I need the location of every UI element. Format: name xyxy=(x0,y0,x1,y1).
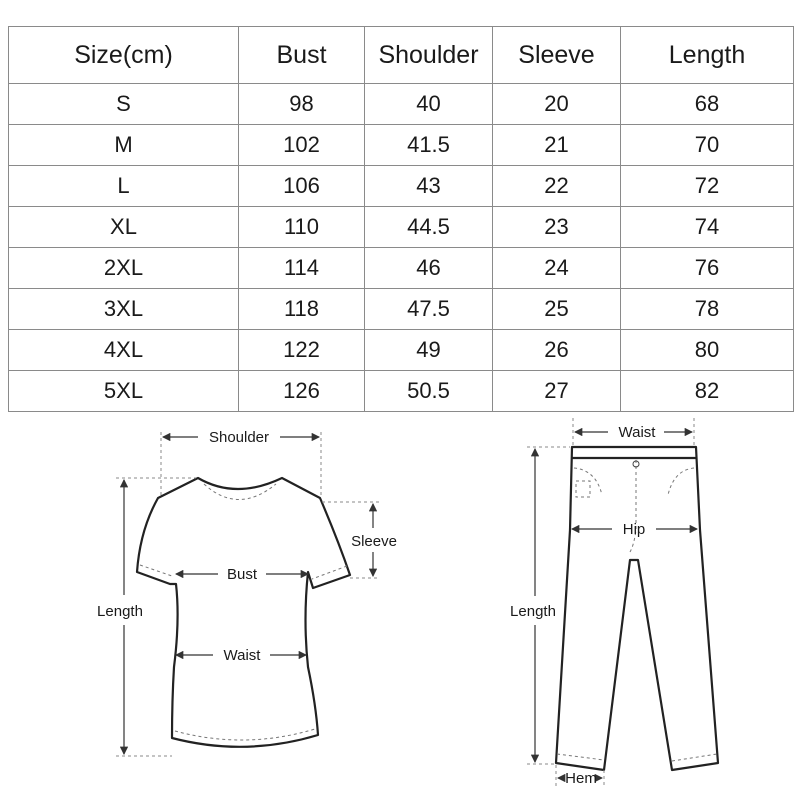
cell-sleeve: 27 xyxy=(493,371,621,412)
cell-sleeve: 20 xyxy=(493,84,621,125)
pants-coin-pocket xyxy=(576,481,590,497)
table-row xyxy=(9,166,794,207)
cell-size: M xyxy=(9,125,239,166)
pants-illustration xyxy=(420,412,800,800)
table-row xyxy=(9,248,794,289)
cell-bust: 110 xyxy=(239,207,365,248)
cell-length: 68 xyxy=(621,84,794,125)
cell-shoulder: 43 xyxy=(365,166,493,207)
size-chart-header xyxy=(9,27,794,84)
cell-shoulder: 41.5 xyxy=(365,125,493,166)
waist-label: Waist xyxy=(618,424,656,441)
size-chart-body xyxy=(9,84,794,412)
cell-length: 82 xyxy=(621,371,794,412)
cell-size: 4XL xyxy=(9,330,239,371)
table-row xyxy=(9,125,794,166)
pants-right-hem-stitch xyxy=(672,754,717,761)
cell-shoulder: 50.5 xyxy=(365,371,493,412)
cell-size: S xyxy=(9,84,239,125)
table-row xyxy=(9,207,794,248)
bust-label: Bust xyxy=(226,566,258,583)
cell-shoulder: 44.5 xyxy=(365,207,493,248)
table-row xyxy=(9,289,794,330)
hem-label: Hem xyxy=(565,770,597,787)
table-row xyxy=(9,84,794,125)
table-row xyxy=(9,371,794,412)
cell-sleeve: 21 xyxy=(493,125,621,166)
cell-length: 80 xyxy=(621,330,794,371)
cell-length: 70 xyxy=(621,125,794,166)
pants-right-pocket-stitch xyxy=(668,468,694,495)
length-label: Length xyxy=(97,603,143,620)
header-size: Size(cm) xyxy=(9,27,239,84)
cell-shoulder: 49 xyxy=(365,330,493,371)
cell-size: L xyxy=(9,166,239,207)
pants-outline xyxy=(556,447,718,770)
pants-diagram xyxy=(420,412,800,800)
cell-shoulder: 46 xyxy=(365,248,493,289)
header-length: Length xyxy=(621,27,794,84)
pants-left-hem-stitch xyxy=(557,754,604,760)
cell-bust: 102 xyxy=(239,125,365,166)
size-chart-table xyxy=(8,26,794,412)
length-label: Length xyxy=(510,603,556,620)
cell-length: 72 xyxy=(621,166,794,207)
shoulder-label: Shoulder xyxy=(208,429,270,446)
shirt-outline xyxy=(137,478,350,747)
shirt-illustration xyxy=(0,412,420,800)
shirt-hem-stitch xyxy=(175,729,315,740)
cell-shoulder: 47.5 xyxy=(365,289,493,330)
sleeve-label: Sleeve xyxy=(351,533,397,550)
header-bust: Bust xyxy=(239,27,365,84)
cell-sleeve: 25 xyxy=(493,289,621,330)
cell-bust: 106 xyxy=(239,166,365,207)
cell-size: 3XL xyxy=(9,289,239,330)
header-row xyxy=(9,27,794,84)
cell-size: XL xyxy=(9,207,239,248)
cell-bust: 98 xyxy=(239,84,365,125)
pants-fly-stitch xyxy=(630,460,636,552)
cell-size: 2XL xyxy=(9,248,239,289)
cell-length: 78 xyxy=(621,289,794,330)
cell-bust: 118 xyxy=(239,289,365,330)
cell-sleeve: 26 xyxy=(493,330,621,371)
cell-bust: 122 xyxy=(239,330,365,371)
cell-length: 74 xyxy=(621,207,794,248)
cell-size: 5XL xyxy=(9,371,239,412)
shirt-diagram xyxy=(0,412,420,800)
cell-bust: 126 xyxy=(239,371,365,412)
cell-bust: 114 xyxy=(239,248,365,289)
hip-label: Hip xyxy=(622,521,646,538)
cell-shoulder: 40 xyxy=(365,84,493,125)
cell-length: 76 xyxy=(621,248,794,289)
waist-label: Waist xyxy=(223,647,261,664)
cell-sleeve: 23 xyxy=(493,207,621,248)
header-sleeve: Sleeve xyxy=(493,27,621,84)
header-shoulder: Shoulder xyxy=(365,27,493,84)
table-row xyxy=(9,330,794,371)
cell-sleeve: 22 xyxy=(493,166,621,207)
cell-sleeve: 24 xyxy=(493,248,621,289)
